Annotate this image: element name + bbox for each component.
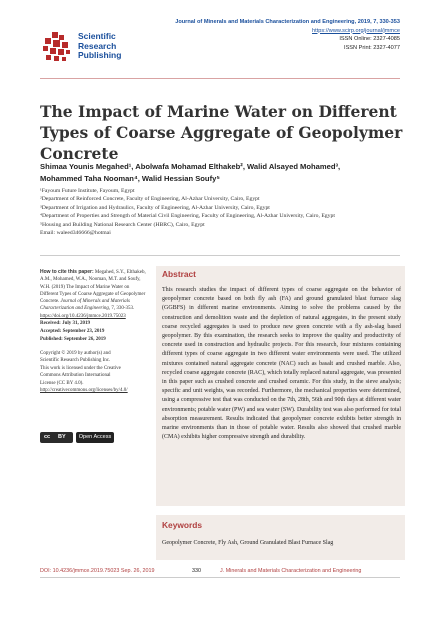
footer-divider	[40, 577, 400, 578]
copyright-block	[40, 350, 148, 394]
keywords-heading: Keywords	[162, 520, 203, 530]
affiliation-5: ⁵Housing and Building National Research Center (HBRC), Cairo, Egypt	[40, 221, 205, 228]
copyright-line: This work is licensed under the Creative	[40, 365, 121, 371]
cite-label: How to cite this paper:	[40, 269, 94, 275]
issn-online: ISSN Online: 2327-4085	[339, 36, 400, 43]
copyright-line: License (CC BY 4.0).	[40, 380, 84, 386]
copyright-line: Commons Attribution International	[40, 373, 111, 379]
received-date: Received: July 31, 2019	[40, 321, 90, 326]
page-footer	[40, 568, 400, 574]
license-link[interactable]: http://creativecommons.org/licenses/by/4.0/	[40, 388, 128, 394]
publication-dates	[40, 320, 148, 344]
copyright-line: Copyright © 2019 by author(s) and	[40, 351, 111, 356]
citation-block	[40, 269, 148, 320]
journal-line: Journal of Minerals and Materials Characterization and Engineering, 2019, 7, 330-353	[175, 19, 400, 25]
cite-volume: 7, 330-353.	[111, 306, 135, 312]
affiliation-1: ¹Fayoum Future Institute, Fayoum, Egypt	[40, 188, 135, 194]
affiliation-4: ⁴Department of Properties and Strength of Material Civil Engineering, Faculty of Engineering, Al-Azhar University, Cairo, Egypt	[40, 213, 335, 220]
copyright-line: Scientific Research Publishing Inc.	[40, 358, 111, 364]
journal-header	[175, 18, 400, 52]
footer-doi: DOI: 10.4236/jmmce.2019.75023 Sep. 26, 2019	[40, 568, 155, 574]
publisher-name: Scientific Research Publishing	[78, 31, 122, 60]
header-divider	[40, 78, 400, 79]
page-number: 330	[192, 568, 201, 574]
author-list	[40, 161, 410, 184]
email: Email: waleed346666@hotmai	[40, 230, 111, 237]
scirp-logo-icon	[40, 30, 74, 64]
cc-by-badge[interactable]	[40, 432, 73, 443]
affiliations	[40, 187, 410, 237]
issn-print: ISSN Print: 2327-4077	[344, 44, 400, 51]
published-date: Published: September 26, 2019	[40, 337, 106, 342]
by-icon: BY	[58, 434, 66, 440]
abstract-heading: Abstract	[162, 269, 196, 279]
cite-text: Megahed, S.Y., Elthakeb, A.M., Mohamed, W.A., Nooman, M.T. and Soufy, W.H. (2019) The Impact of Marine Water on Different Types of Coarse Aggregate of Geopolymer Concrete.	[40, 270, 146, 305]
paper-title: The Impact of Marine Water on Different Types of Coarse Aggregate of Geopolymer Concrete	[40, 102, 403, 163]
open-access-badge[interactable]: Open Access	[76, 432, 114, 443]
authors-line-1: Shimaa Younis Megahed¹, Abolwafa Mohamad Elthakeb², Walid Alsayed Mohamed³,	[40, 162, 341, 171]
cite-journal: Journal of Minerals and Materials Characterization and Engineering,	[40, 299, 130, 312]
keywords-text: Geopolymer Concrete, Fly Ash, Ground Granulated Blast Furnace Slag	[162, 540, 334, 546]
accepted-date: Accepted: September 23, 2019	[40, 329, 105, 334]
abstract-text: This research studies the impact of different types of coarse aggregate on the behavior of geopolymer concrete based on both fly ash (FA) and ground granulated blast furnace slag (GGBFS) in different marine environments. Aiming to solve the problems caused by the construction and demolition waste and the depletion of natural aggregates, in the present study coarse recycled aggregates is used to produce new green concrete with a fly ash-slag based geopolymer. By this examination, the research seeks to improve the quality and productivity of concrete used in construction and hydraulic projects. For this research, four mixtures containing different types of coarse aggregate in two different water environments were used. The utilized mixtures contained natural aggregate concrete (NAC) such as basalt and crushed marble. Also, recycled coarse aggregate concrete (RAC), which totally replaced natural aggregate, was presented in this paper such as crushed concrete and crushed ceramic. For this study, in the sieve analysis; specific and unit weights, was recorded. Furthermore, the mechanical properties were determined, using a compressive test that was conducted on the 7th, 28th, 56th and 90th days at different water environments; potable water (PW) and sea water (SW). Durability test was also performed for total absorption measurement. Results indicated that geopolymer concrete exhibits better strength in marine environments than in those of potable water. Results also showed that crushed marble (CMA) exhibits higher compressive strength and durability.	[162, 287, 401, 441]
affiliation-2: ²Department of Reinforced Concrete, Faculty of Engineering, Al-Azhar University, Cairo, Egypt	[40, 196, 260, 203]
cite-doi-link[interactable]: https://doi.org/10.4236/jmmce.2019.75023	[40, 313, 126, 319]
license-badges	[40, 432, 114, 443]
section-divider	[40, 255, 400, 256]
journal-url-link[interactable]: https://www.scirp.org/journal/jmmce	[312, 27, 400, 34]
affiliation-3: ³Department of Irrigation and Hydraulics, Faculty of Engineering, Al-Azhar University, Cairo, Egypt	[40, 204, 270, 211]
cc-icon: cc	[44, 434, 51, 440]
authors-line-2: Mohammed Taha Nooman⁴, Walid Hessian Soufy⁵	[40, 173, 220, 183]
footer-journal: J. Minerals and Materials Characterization and Engineering	[220, 568, 362, 574]
